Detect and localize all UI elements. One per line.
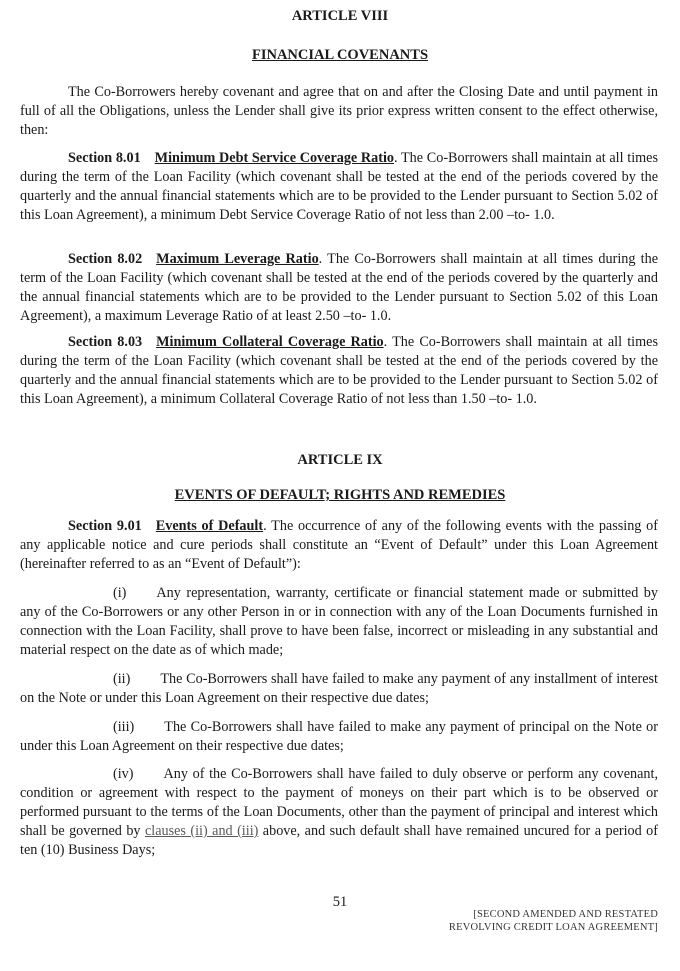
item-text-after: above, and such default shall have remained uncured for a period of ten (10) Business Days; [20,823,658,858]
article-8-intro [20,83,658,140]
clauses-cross-reference-link[interactable]: clauses (ii) and (iii) [144,823,259,839]
list-item-ii [20,670,658,708]
footer-line-2: REVOLVING CREDIT LOAN AGREEMENT] [448,922,658,933]
section-8-03 [20,333,658,409]
item-label: (ii) [113,671,131,687]
section-9-01 [20,517,658,574]
section-text: . The occurrence of any of the following events with the passing of any applicable notice and cure periods shall constitute an “Event of Default” under this Loan Agreement (hereinafter referred to as an “Event of Default”): [20,518,658,572]
section-8-02 [20,250,658,326]
article-8-title: ARTICLE VIII [291,8,389,24]
list-item-iii [20,718,658,756]
item-text: The Co-Borrowers shall have failed to make any payment of any installment of interest on the Note or under this Loan Agreement on their respective due dates; [20,671,658,706]
article-8-subtitle: FINANCIAL COVENANTS [251,47,429,63]
section-heading: Events of Default [155,518,264,534]
section-heading: Minimum Debt Service Coverage Ratio [154,150,395,166]
document-footer [449,908,658,934]
footer-line-1: [SECOND AMENDED AND RESTATED [473,909,658,920]
item-text: The Co-Borrowers shall have failed to make any payment of principal on the Note or under this Loan Agreement on their respective due dates; [20,719,658,754]
section-text: . The Co-Borrowers shall maintain at all times during the term of the Loan Facility (which covenant shall be tested at the end of the periods covered by the quarterly and the annual financial statements which are to be provided to the Lender pursuant to Section 5.02 of this Loan Agreement), a maximum Leverage Ratio of at least 2.50 –to- 1.0. [20,251,658,324]
section-number: Section 9.01 [68,518,142,534]
page-number: 51 [332,894,348,910]
section-number: Section 8.03 [68,334,143,350]
list-item-iv [20,765,658,860]
item-label: (i) [113,585,127,601]
article-9-subtitle: EVENTS OF DEFAULT; RIGHTS AND REMEDIES [174,487,506,503]
section-8-01 [20,149,658,225]
section-number: Section 8.02 [68,251,143,267]
item-text: Any representation, warranty, certificate or financial statement made or submitted by any of the Co-Borrowers or any other Person in or in connection with any of the Loan Documents furnished in connection with the Loan Facility, shall prove to have been false, incorrect or misleading in any substantial and material respect on the date as of which made; [20,585,658,658]
section-number: Section 8.01 [68,150,141,166]
list-item-i [20,584,658,660]
section-text: . The Co-Borrowers shall maintain at all times during the term of the Loan Facility (which covenant shall be tested at the end of the periods covered by the quarterly and the annual financial statements which are to be provided to the Lender pursuant to Section 5.02 of this Loan Agreement), a minimum Collateral Coverage Ratio of not less than 1.50 –to- 1.0. [20,334,658,407]
item-text-before: Any of the Co-Borrowers shall have failed to duly observe or perform any covenant, condition or agreement with respect to the payment of moneys on their part which is to be observed or performed pursuant to the terms of the Loan Documents, other than the payment of principal and interest which shall be governed by [20,766,658,839]
section-heading: Maximum Leverage Ratio [156,251,319,267]
section-text: . The Co-Borrowers shall maintain at all times during the term of the Loan Facility (which covenant shall be tested at the end of the periods covered by the quarterly and the annual financial statements which are to be provided to the Lender pursuant to Section 5.02 of this Loan Agreement), a minimum Debt Service Coverage Ratio of not less than 2.00 –to- 1.0. [20,150,659,223]
item-label: (iv) [113,766,134,782]
article-9-title: ARTICLE IX [297,452,383,468]
section-heading: Minimum Collateral Coverage Ratio [156,334,384,350]
item-label: (iii) [113,719,135,735]
intro-text: The Co-Borrowers hereby covenant and agree that on and after the Closing Date and until payment in full of all the Obligations, unless the Lender shall give its prior express written consent to the effect otherwise, then: [20,84,658,138]
